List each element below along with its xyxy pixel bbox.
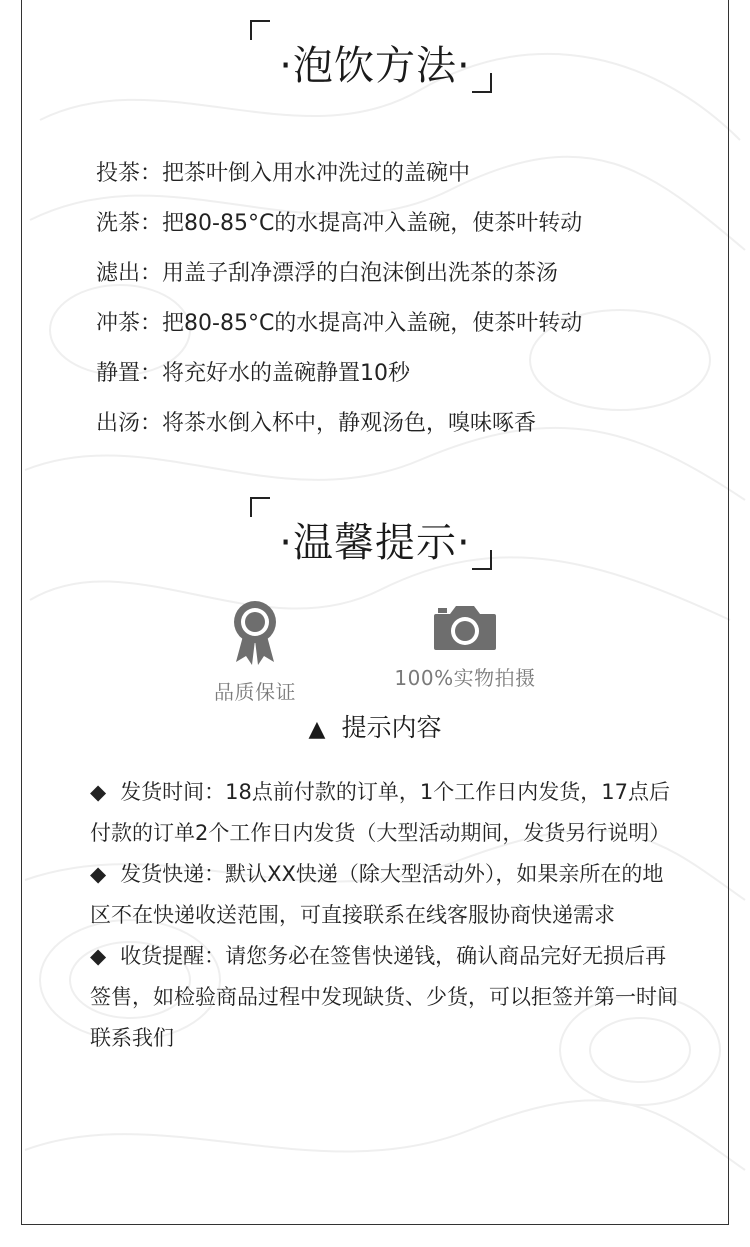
brew-step-text: 用盖子刮净漂浮的白泡沫倒出洗茶的茶汤: [162, 261, 559, 286]
tip-item: [90, 936, 680, 1059]
brew-method-title: ·泡饮方法·: [279, 43, 471, 89]
quality-badge: [200, 600, 310, 705]
tip-text: 发货快递：默认XX快递（除大型活动外），如果亲所在的地区不在快递收送范围，可直接联系在线客服协商快递需求: [90, 862, 664, 927]
tip-item: [90, 854, 680, 936]
camera-icon: [432, 602, 498, 652]
title-corner-bottom-right: [472, 73, 492, 93]
triangle-up-icon: ▲: [308, 717, 326, 742]
brew-step: [96, 256, 582, 306]
brew-step: [96, 356, 582, 406]
tip-text: 收货提醒：请您务必在签售快递钱，确认商品完好无损后再签售，如检验商品过程中发现缺货、少货，可以拒签并第一时间联系我们: [90, 944, 678, 1050]
brew-step-text: 把80-85°C的水提高冲入盖碗，使茶叶转动: [162, 311, 583, 336]
real-photo-badge: [385, 602, 545, 691]
diamond-bullet-icon: ◆: [90, 780, 107, 804]
tip-text: 发货时间：18点前付款的订单，1个工作日内发货，17点后付款的订单2个工作日内发货（大型活动期间，发货另行说明）: [90, 780, 671, 845]
brew-step-label: 投茶：: [96, 161, 163, 186]
brew-steps-list: [96, 156, 582, 456]
tip-item: [90, 772, 680, 854]
brew-step: [96, 206, 582, 256]
diamond-bullet-icon: ◆: [90, 944, 107, 968]
brew-step-label: 冲茶：: [96, 311, 163, 336]
badge-label: 100%实物拍摄: [394, 666, 536, 690]
brew-step-label: 滤出：: [96, 261, 163, 286]
badge-label: 品质保证: [214, 680, 296, 704]
brew-step-text: 把茶叶倒入用水冲洗过的盖碗中: [162, 161, 471, 186]
award-ribbon-icon: [232, 600, 278, 666]
brew-step-label: 静置：: [96, 361, 163, 386]
tips-list: [90, 772, 680, 1059]
brew-step-text: 将茶水倒入杯中，静观汤色，嗅味啄香: [162, 411, 537, 436]
brew-step: [96, 406, 582, 456]
title-corner-bottom-right: [472, 550, 492, 570]
brew-step-label: 洗茶：: [96, 211, 163, 236]
brew-step-label: 出汤：: [96, 411, 163, 436]
tips-heading-text: 提示内容: [341, 713, 442, 742]
brew-step-text: 把80-85°C的水提高冲入盖碗，使茶叶转动: [162, 211, 583, 236]
tips-title: ·温馨提示·: [279, 520, 471, 566]
diamond-bullet-icon: ◆: [90, 862, 107, 886]
brew-step: [96, 306, 582, 356]
tips-content-heading: [0, 708, 750, 744]
brew-step-text: 将充好水的盖碗静置10秒: [162, 361, 411, 386]
brew-step: [96, 156, 582, 206]
